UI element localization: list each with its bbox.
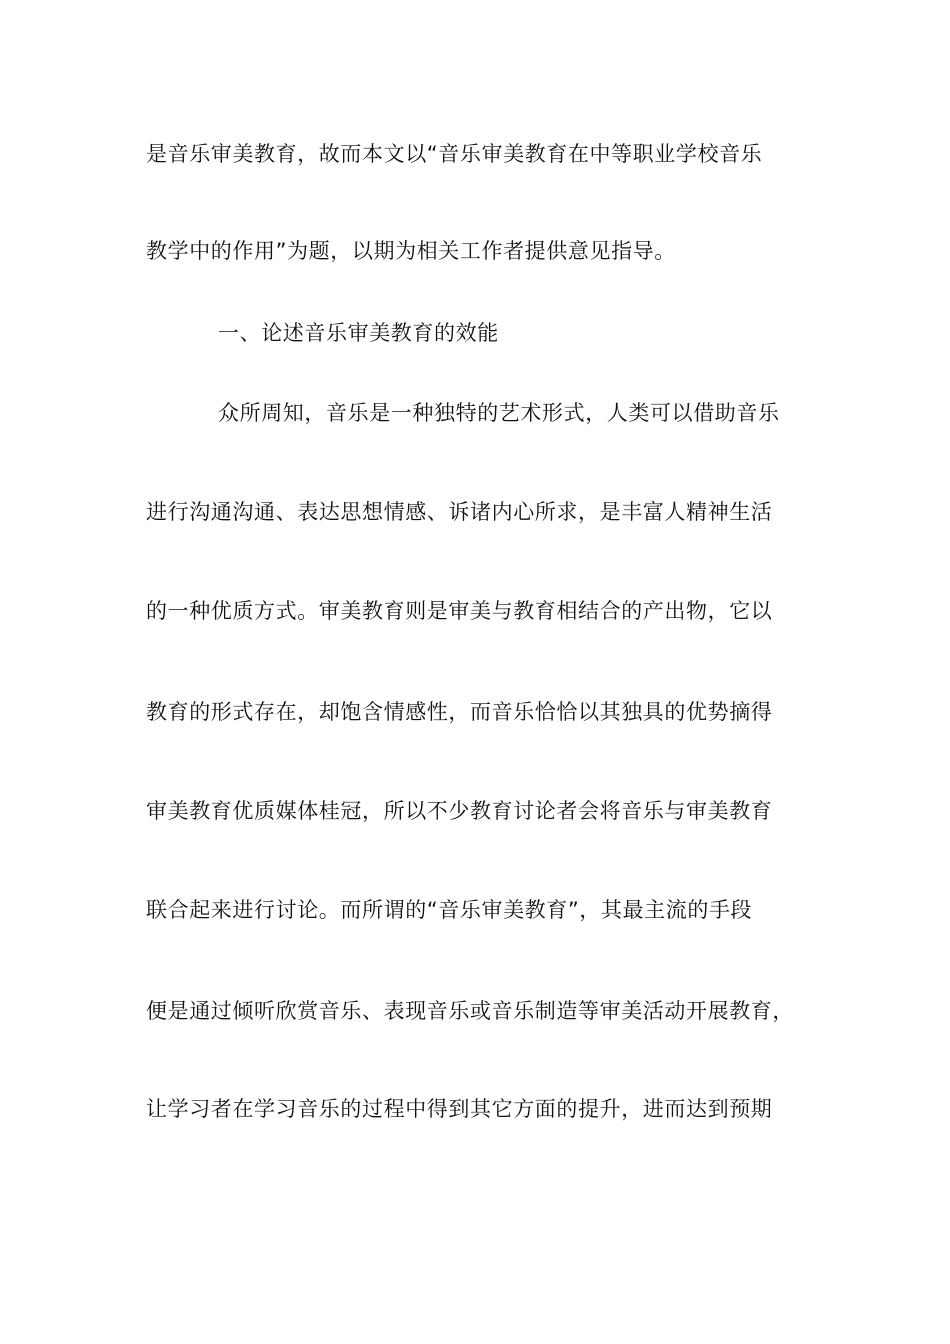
paragraph-line: 审美教育优质媒体桂冠，所以不少教育讨论者会将音乐与审美教育 bbox=[146, 799, 773, 823]
paragraph-line: 是音乐审美教育，故而本文以“音乐审美教育在中等职业学校音乐 bbox=[146, 142, 763, 166]
paragraph-line: 便是通过倾听欣赏音乐、表现音乐或音乐制造等审美活动开展教育， bbox=[146, 999, 794, 1023]
paragraph-line: 教学中的作用”为题，以期为相关工作者提供意见指导。 bbox=[146, 239, 676, 263]
paragraph-line: 的一种优质方式。审美教育则是审美与教育相结合的产出物，它以 bbox=[146, 599, 773, 623]
section-heading: 一、论述音乐审美教育的效能 bbox=[218, 321, 499, 345]
paragraph-line: 让学习者在学习音乐的过程中得到其它方面的提升，进而达到预期 bbox=[146, 1097, 773, 1121]
paragraph-line: 联合起来进行讨论。而所谓的“音乐审美教育”，其最主流的手段 bbox=[146, 898, 753, 922]
paragraph-line: 众所周知，音乐是一种独特的艺术形式，人类可以借助音乐 bbox=[218, 401, 780, 425]
paragraph-line: 进行沟通沟通、表达思想情感、诉诸内心所求，是丰富人精神生活 bbox=[146, 500, 773, 524]
paragraph-line: 教育的形式存在，却饱含情感性，而音乐恰恰以其独具的优势摘得 bbox=[146, 700, 773, 724]
